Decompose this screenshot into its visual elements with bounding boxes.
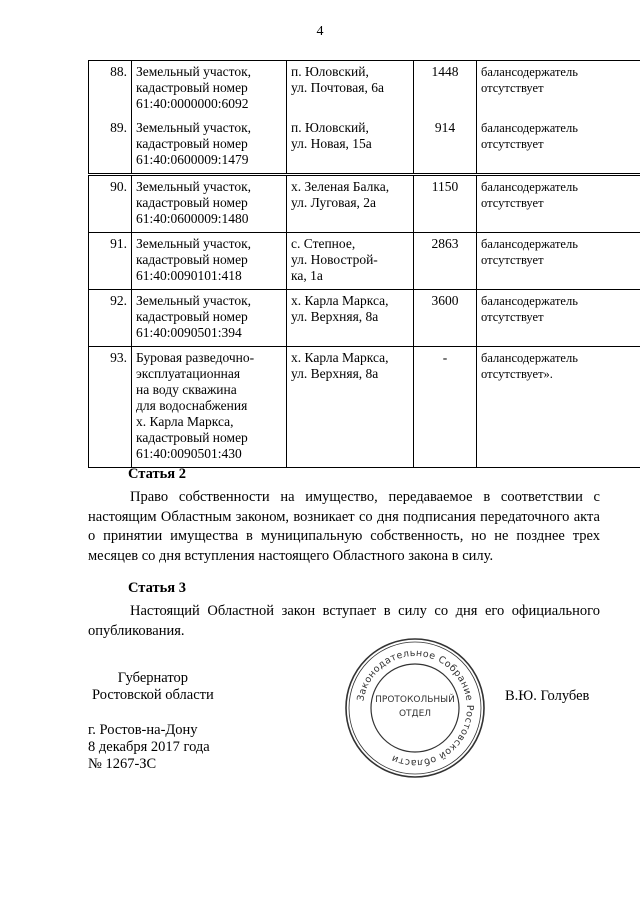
article-2-text: Право собственности на имущество, передаваемое в соответствии с настоящим Областным законом, возникает со дня подписания передаточного акта о принятии имущества в муниципальную собственность, но не позднее трех месяцев со дня вступления настоящего Областного закона в силу. <box>88 489 600 564</box>
property-name-line: на воду скважина <box>136 382 237 397</box>
property-name <box>132 233 287 290</box>
property-address-line: ул. Верхняя, 8а <box>291 309 379 324</box>
property-name-line: кадастровый номер <box>136 430 248 445</box>
article-3-text: Настоящий Областной закон вступает в силу со дня его официального опубликования. <box>88 603 600 639</box>
law-place: г. Ростов-на-Дону <box>88 722 198 738</box>
property-area: - <box>414 347 477 468</box>
property-area: 1448 <box>414 61 477 118</box>
property-address-line: х. Зеленая Балка, <box>291 179 390 194</box>
property-address-line: ул. Новая, 15а <box>291 136 372 151</box>
stamp-outer-ring-inner <box>349 642 481 774</box>
property-address-line: х. Карла Маркса, <box>291 293 389 308</box>
property-name-line: Земельный участок, <box>136 179 252 194</box>
property-name-line: кадастровый номер <box>136 136 248 151</box>
property-area: 2863 <box>414 233 477 290</box>
property-address-line: ул. Почтовая, 6а <box>291 80 384 95</box>
property-name-line: Земельный участок, <box>136 120 252 135</box>
property-address <box>287 290 414 347</box>
property-address <box>287 61 414 118</box>
property-address-line: ка, 1а <box>291 268 323 283</box>
property-address-line: ул. Новострой- <box>291 252 378 267</box>
property-address <box>287 117 414 175</box>
official-stamp <box>343 636 487 780</box>
property-name-line: Земельный участок, <box>136 64 252 79</box>
stamp-ring-text: Законодательное Собрание Ростовской области <box>355 647 476 769</box>
property-name-line: Буровая разведочно- <box>136 350 255 365</box>
table-row <box>89 117 640 175</box>
row-number: 93. <box>89 347 132 468</box>
property-address-line: ул. Верхняя, 8а <box>291 366 379 381</box>
property-name-line: кадастровый номер <box>136 309 248 324</box>
property-name <box>132 117 287 175</box>
article-2-title: Статья 2 <box>128 466 186 482</box>
property-address-line: п. Юловский, <box>291 64 369 79</box>
property-area: 3600 <box>414 290 477 347</box>
stamp-outer-ring <box>346 639 484 777</box>
stamp-inner-line-1: ПРОТОКОЛЬНЫЙ <box>375 695 455 705</box>
row-number: 90. <box>89 175 132 233</box>
property-owner: балансодержатель отсутствует <box>477 290 640 347</box>
property-address-line: п. Юловский, <box>291 120 369 135</box>
law-number: № 1267-ЗС <box>88 756 157 772</box>
table-row <box>89 233 640 290</box>
table-row <box>89 61 640 118</box>
property-address-line: с. Степное, <box>291 236 356 251</box>
table-row <box>89 347 640 468</box>
property-name-line: 61:40:0090101:418 <box>136 268 242 283</box>
property-name-line: Земельный участок, <box>136 236 252 251</box>
property-name <box>132 175 287 233</box>
property-name-line: 61:40:0090501:430 <box>136 446 242 461</box>
property-name <box>132 61 287 118</box>
property-area: 1150 <box>414 175 477 233</box>
property-address <box>287 347 414 468</box>
table-row <box>89 290 640 347</box>
property-name-line: кадастровый номер <box>136 252 248 267</box>
table-row <box>89 175 640 233</box>
position-line-1: Губернатор <box>117 670 188 686</box>
law-details <box>88 722 210 773</box>
property-name-line: кадастровый номер <box>136 195 248 210</box>
property-name-line: 61:40:0600009:1480 <box>136 211 249 226</box>
property-owner: балансодержатель отсутствует <box>477 61 640 118</box>
signatory-position <box>92 670 214 704</box>
property-owner: балансодержатель отсутствует <box>477 233 640 290</box>
property-name-line: 61:40:0000000:6092 <box>136 96 249 111</box>
property-name-line: 61:40:0600009:1479 <box>136 152 249 167</box>
article-3-title: Статья 3 <box>128 580 186 596</box>
page-number: 4 <box>316 24 324 39</box>
property-name-line: 61:40:0090501:394 <box>136 325 242 340</box>
property-name <box>132 290 287 347</box>
law-date: 8 декабря 2017 года <box>88 739 210 755</box>
stamp-inner-ring <box>371 664 459 752</box>
position-line-2: Ростовской области <box>92 687 214 703</box>
row-number: 92. <box>89 290 132 347</box>
stamp-inner-line-2: ОТДЕЛ <box>398 709 432 719</box>
property-owner: балансодержатель отсутствует». <box>477 347 640 468</box>
property-name-line: для водоснабжения <box>136 398 248 413</box>
row-number: 88. <box>89 61 132 118</box>
property-name-line: кадастровый номер <box>136 80 248 95</box>
row-number: 91. <box>89 233 132 290</box>
row-number: 89. <box>89 117 132 175</box>
property-table <box>88 60 640 468</box>
property-area: 914 <box>414 117 477 175</box>
property-name-line: х. Карла Маркса, <box>136 414 234 429</box>
property-owner: балансодержатель отсутствует <box>477 175 640 233</box>
signatory-name: В.Ю. Голубев <box>505 688 590 704</box>
property-address <box>287 233 414 290</box>
property-name-line: эксплуатационная <box>136 366 241 381</box>
property-address <box>287 175 414 233</box>
property-address-line: ул. Луговая, 2а <box>291 195 377 210</box>
property-owner: балансодержатель отсутствует <box>477 117 640 175</box>
property-name-line: Земельный участок, <box>136 293 252 308</box>
property-name <box>132 347 287 468</box>
property-address-line: х. Карла Маркса, <box>291 350 389 365</box>
